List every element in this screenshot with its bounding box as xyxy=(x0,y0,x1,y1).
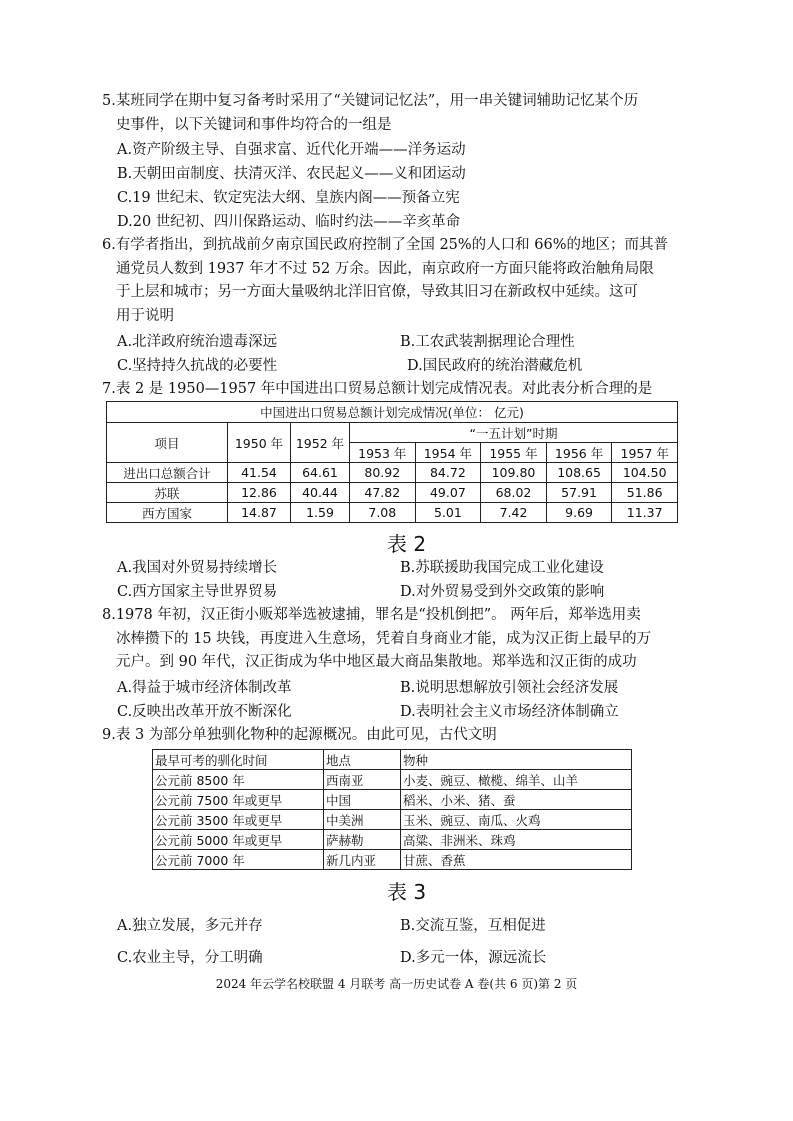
table-2-title: 表 2 xyxy=(387,532,427,556)
table-cell: 64.61 xyxy=(291,463,350,483)
option-9b[interactable]: B.交流互鉴，互相促进 xyxy=(400,918,546,934)
table-row xyxy=(153,750,632,770)
question-7 xyxy=(102,378,712,402)
table-cell: 小麦、豌豆、橄榄、绵羊、山羊 xyxy=(401,770,632,790)
page-footer: 2024 年云学名校联盟 4 月联考 高一历史试卷 A 卷(共 6 页)第 2 页 xyxy=(215,977,578,991)
table-2-header-1953: 1953 年 xyxy=(350,443,416,463)
table-cell: 萨赫勒 xyxy=(324,830,401,850)
table-2 xyxy=(106,401,678,523)
option-8c[interactable]: C.反映出改革开放不断深化 xyxy=(117,704,292,720)
table-cell: 新几内亚 xyxy=(324,850,401,870)
table-cell: 68.02 xyxy=(481,483,547,503)
option-7d[interactable]: D.对外贸易受到外交政策的影响 xyxy=(400,584,605,600)
question-6-line-3: 于上层和城市；另一方面大量吸纳北洋旧官僚，导致其旧习在新政权中延续。这可 xyxy=(116,284,638,300)
table-2-header-1950: 1950 年 xyxy=(228,423,291,463)
table-cell: 西南亚 xyxy=(324,770,401,790)
table-cell: 玉米、豌豆、南瓜、火鸡 xyxy=(401,810,632,830)
option-8a[interactable]: A.得益于城市经济体制改革 xyxy=(117,680,292,696)
table-3 xyxy=(152,749,632,870)
table-cell: 108.65 xyxy=(546,463,612,483)
table-row xyxy=(153,830,632,850)
table-cell: 104.50 xyxy=(612,463,678,483)
question-7-line-1: 7.表 2 是 1950—1957 年中国进出口贸易总额计划完成情况表。对此表分析合理的是 xyxy=(102,381,653,397)
table-row xyxy=(153,810,632,830)
option-6d[interactable]: D.国民政府的统治潜藏危机 xyxy=(407,358,583,374)
table-3-header-time: 最早可考的驯化时间 xyxy=(153,750,324,770)
option-6b[interactable]: B.工农武装割据理论合理性 xyxy=(400,334,575,350)
table-2-header-1954: 1954 年 xyxy=(415,443,481,463)
table-cell: 41.54 xyxy=(228,463,291,483)
option-5c[interactable]: C.19 世纪末、钦定宪法大纲、皇族内阁——预备立宪 xyxy=(117,190,460,206)
question-6-line-1: 6.有学者指出，到抗战前夕南京国民政府控制了全国 25%的人口和 66%的地区；而其普 xyxy=(102,237,669,253)
table-cell: 14.87 xyxy=(228,503,291,523)
option-7c[interactable]: C.西方国家主导世界贸易 xyxy=(117,584,278,600)
table-cell: 7.08 xyxy=(350,503,416,523)
table-row xyxy=(153,850,632,870)
table-cell: 公元前 3500 年或更早 xyxy=(153,810,324,830)
table-cell: 公元前 5000 年或更早 xyxy=(153,830,324,850)
table-cell: 高粱、非洲米、珠鸡 xyxy=(401,830,632,850)
table-cell: 7.42 xyxy=(481,503,547,523)
question-6 xyxy=(102,234,712,328)
table-cell: 1.59 xyxy=(291,503,350,523)
option-7a[interactable]: A.我国对外贸易持续增长 xyxy=(117,560,278,576)
option-6a[interactable]: A.北洋政府统治遗毒深远 xyxy=(117,334,278,350)
table-row xyxy=(107,483,678,503)
table-cell: 甘蔗、香蕉 xyxy=(401,850,632,870)
table-cell: 80.92 xyxy=(350,463,416,483)
table-3-title: 表 3 xyxy=(387,880,427,904)
table-cell: 稻米、小米、猪、蚕 xyxy=(401,790,632,810)
question-8-line-1: 8.1978 年初，汉正街小贩郑举选被逮捕，罪名是“投机倒把”。 两年后，郑举选用卖 xyxy=(102,607,641,623)
table-cell: 51.86 xyxy=(612,483,678,503)
table-cell: 40.44 xyxy=(291,483,350,503)
table-cell: 公元前 7000 年 xyxy=(153,850,324,870)
table-row xyxy=(153,770,632,790)
option-8d[interactable]: D.表明社会主义市场经济体制确立 xyxy=(400,704,619,720)
table-cell: 5.01 xyxy=(415,503,481,523)
table-cell: 苏联 xyxy=(107,483,228,503)
table-cell: 12.86 xyxy=(228,483,291,503)
table-2-header-1952: 1952 年 xyxy=(291,423,350,463)
question-8-line-3: 元户。到 90 年代，汉正街成为华中地区最大商品集散地。郑举选和汉正街的成功 xyxy=(116,654,637,670)
table-2-caption: 中国进出口贸易总额计划完成情况(单位： 亿元) xyxy=(107,402,678,423)
table-cell: 中美洲 xyxy=(324,810,401,830)
question-5 xyxy=(102,90,712,137)
question-5-options xyxy=(117,138,466,234)
table-3-header-place: 地点 xyxy=(324,750,401,770)
table-2-header-1955: 1955 年 xyxy=(481,443,547,463)
question-5-line-2: 史事件，以下关键词和事件均符合的一组是 xyxy=(116,116,392,133)
table-cell: 9.69 xyxy=(546,503,612,523)
option-9d[interactable]: D.多元一体，源远流长 xyxy=(400,950,547,966)
table-2-header-1957: 1957 年 xyxy=(612,443,678,463)
table-cell: 47.82 xyxy=(350,483,416,503)
question-6-line-4: 用于说明 xyxy=(116,307,174,324)
table-cell: 中国 xyxy=(324,790,401,810)
table-3-header-species: 物种 xyxy=(401,750,632,770)
table-cell: 进出口总额合计 xyxy=(107,463,228,483)
question-9-line-1: 9.表 3 为部分单独驯化物种的起源概况。由此可见，古代文明 xyxy=(102,727,497,743)
question-6-line-2: 通党员人数到 1937 年才不过 52 万余。因此，南京政府一方面只能将政治触角局限 xyxy=(116,260,654,277)
table-cell: 公元前 7500 年或更早 xyxy=(153,790,324,810)
table-cell: 84.72 xyxy=(415,463,481,483)
table-cell: 57.91 xyxy=(546,483,612,503)
option-7b[interactable]: B.苏联援助我国完成工业化建设 xyxy=(400,560,604,576)
table-2-header-1956: 1956 年 xyxy=(546,443,612,463)
option-5d[interactable]: D.20 世纪初、四川保路运动、临时约法——辛亥革命 xyxy=(117,214,461,230)
table-cell: 109.80 xyxy=(481,463,547,483)
table-cell: 西方国家 xyxy=(107,503,228,523)
table-2-header-item: 项目 xyxy=(107,423,228,463)
table-row xyxy=(153,790,632,810)
question-8 xyxy=(102,604,712,675)
table-cell: 11.37 xyxy=(612,503,678,523)
question-8-line-2: 冰棒攒下的 15 块钱，再度进入生意场，凭着自身商业才能，成为汉正街上最早的万 xyxy=(116,630,652,647)
option-5a[interactable]: A.资产阶级主导、自强求富、近代化开端——洋务运动 xyxy=(117,142,466,158)
table-row xyxy=(107,463,678,483)
option-9a[interactable]: A.独立发展，多元并存 xyxy=(117,918,263,934)
table-row xyxy=(107,503,678,523)
option-9c[interactable]: C.农业主导，分工明确 xyxy=(117,950,263,966)
table-cell: 49.07 xyxy=(415,483,481,503)
option-5b[interactable]: B.天朝田亩制度、扶清灭洋、农民起义——义和团运动 xyxy=(117,166,466,182)
table-2-header-plan: “一五计划”时期 xyxy=(350,423,678,443)
option-6c[interactable]: C.坚持持久抗战的必要性 xyxy=(117,358,278,374)
option-8b[interactable]: B.说明思想解放引领社会经济发展 xyxy=(400,680,619,696)
table-cell: 公元前 8500 年 xyxy=(153,770,324,790)
question-5-line-1: 5.某班同学在期中复习备考时采用了“关键词记忆法”，用一串关键词辅助记忆某个历 xyxy=(102,93,639,109)
question-9 xyxy=(102,724,712,748)
